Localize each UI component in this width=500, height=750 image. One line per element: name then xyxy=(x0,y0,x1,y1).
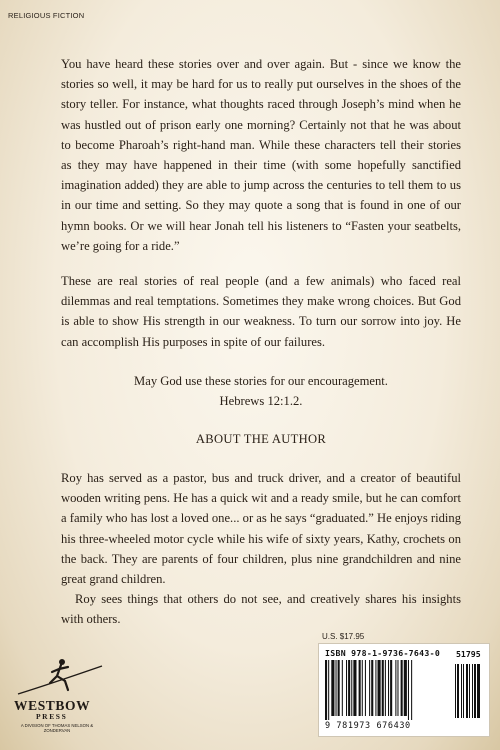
barcode-icon xyxy=(323,660,485,720)
publisher-press: PRESS xyxy=(36,712,68,721)
author-bio-paragraph-2: Roy sees things that others do not see, and creatively shares his insights with others. xyxy=(61,592,461,627)
closing-line: May God use these stories for our encouragement. xyxy=(134,374,388,388)
publisher-name: WESTBOW xyxy=(14,698,91,713)
barcode-number: 9 781973 676430 xyxy=(325,721,411,731)
genre-label: RELIGIOUS FICTION xyxy=(8,11,85,20)
closing-block xyxy=(61,372,461,411)
barcode-block xyxy=(318,643,490,737)
about-author-heading: ABOUT THE AUTHOR xyxy=(195,432,327,446)
author-bio xyxy=(61,468,461,630)
publisher-division: A DIVISION OF THOMAS NELSON & ZONDERVAN xyxy=(20,723,94,734)
price-code: 51795 xyxy=(456,649,481,659)
isbn-text: ISBN 978-1-9736-7643-0 xyxy=(325,648,441,658)
westbow-runner-logo-icon xyxy=(10,654,110,700)
blurb-paragraph-2: These are real stories of real people (and a few animals) who faced real dilemmas and real temptations. Sometimes they make wrong choices. But God is able to show His strength in our weakness. To turn our sorrow into joy. He can accomplish His purposes in spite of our failures. xyxy=(61,274,461,349)
scripture-reference: Hebrews 12:1.2. xyxy=(219,393,303,408)
blurb-paragraph-1: You have heard these stories over and over again. But - since we know the stories so well, it may be hard for us to really put ourselves in the shoes of the story teller. For instance, what thoughts raced through Joseph’s mind when he was hustled out of prison early one morning? Certainly not that he was about to become Pharoah’s right-hand man. While these characters tell their stories as they may have happened in their time (with some hopefully sanctified imagination added) they are able to jump across the centuries to tell them to us in our time and setting. So they may quote a song that is found in one of our hymn books. Or we will hear Jonah tell his listeners to “Fasten your seatbelts, we’re going for a ride.” xyxy=(61,57,461,253)
author-bio-paragraph-1: Roy has served as a pastor, bus and truck driver, and a creator of beautiful wooden writing pens. He has a quick wit and a ready smile, but he can comfort a family who has lost a loved one... or as he says “graduated.” He enjoys riding his three-wheeled motor cycle while his wife of sixty years, Kathy, crochets on the back. They are parents of four children, plus nine grandchildren and nine great grand children. xyxy=(61,471,461,587)
price-label: U.S. $17.95 xyxy=(322,632,365,641)
